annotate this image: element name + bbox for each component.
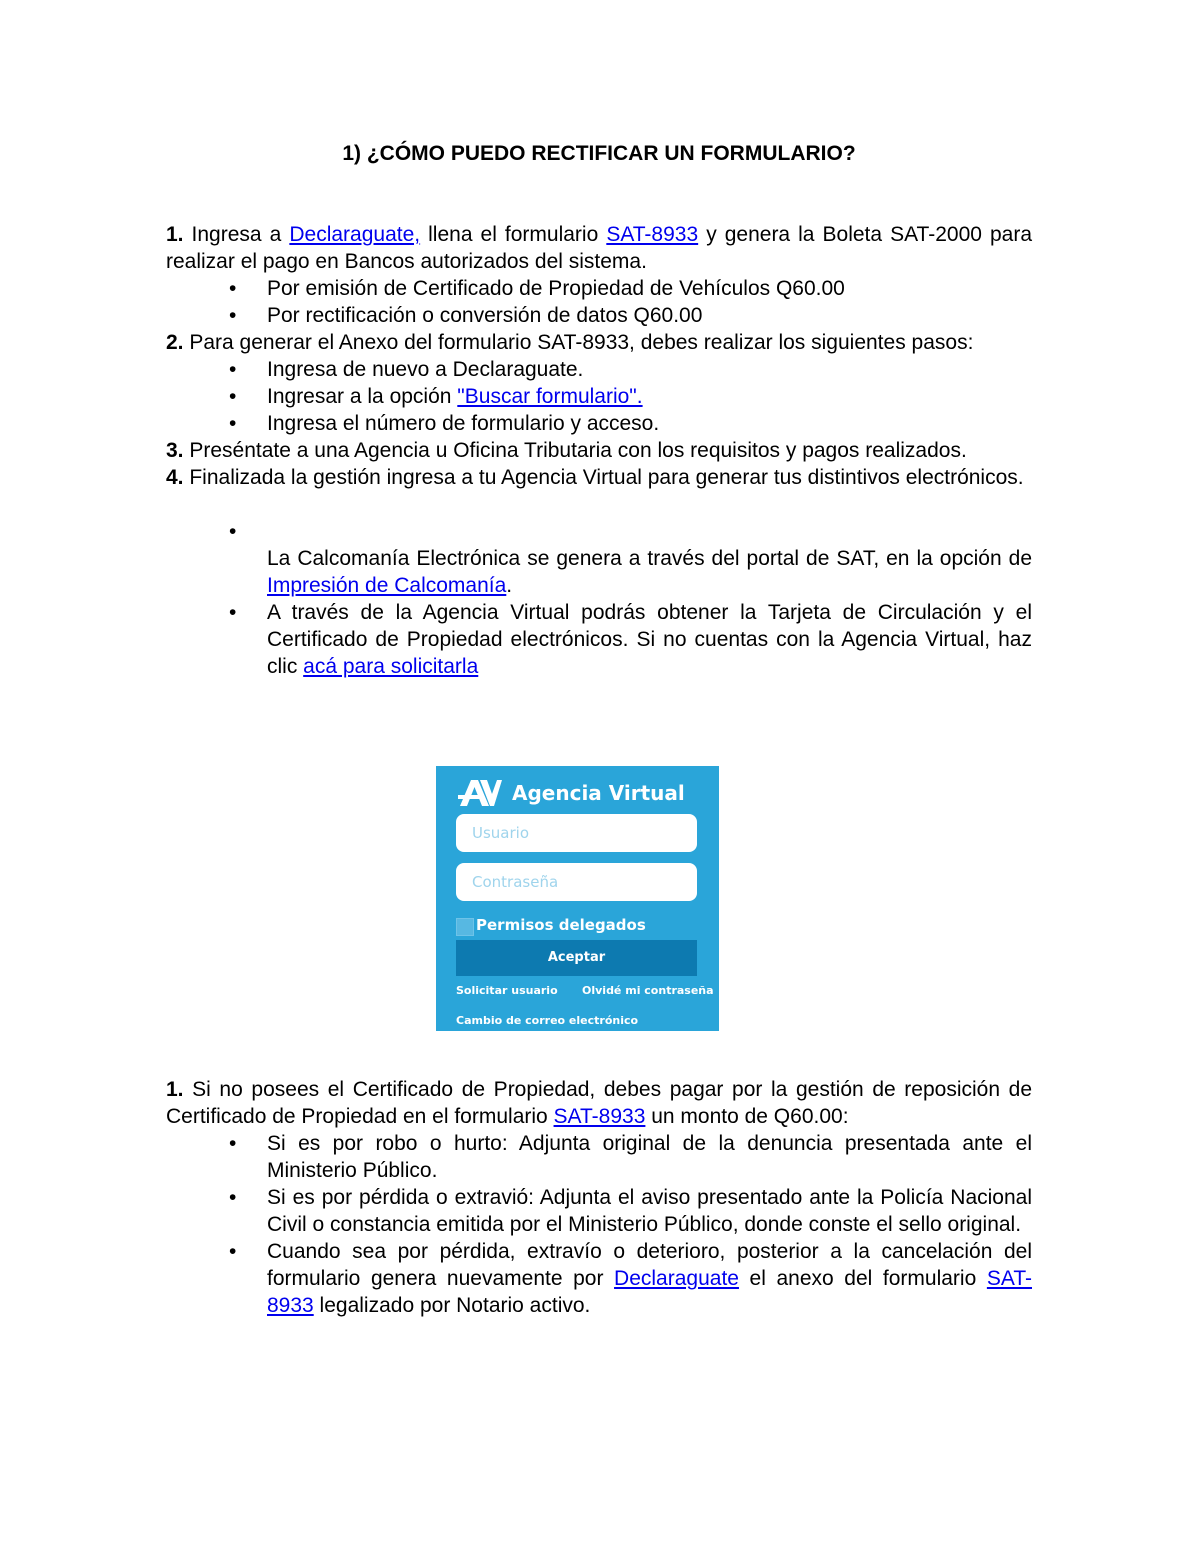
- page-title: 1) ¿CÓMO PUEDO RECTIFICAR UN FORMULARIO?: [342, 142, 856, 165]
- bullet-text: Cuando sea por pérdida, extravío o deterioro, posterior a la cancelación del formulario genera nuevamente por: [267, 1240, 1032, 1290]
- list-item: [166, 1184, 1032, 1238]
- cambio-correo-link[interactable]: Cambio de correo electrónico: [456, 1014, 639, 1027]
- step-2-number: 2.: [166, 331, 184, 354]
- list-item: [166, 275, 1032, 302]
- document-body: [166, 140, 1032, 680]
- bullet-text: Por emisión de Certificado de Propiedad de Vehículos Q60.00: [267, 277, 845, 300]
- agencia-virtual-login-image: [436, 766, 719, 1031]
- bullet-icon: •: [229, 1186, 237, 1209]
- bullet-icon: •: [229, 277, 237, 300]
- bullet-text: A través de la Agencia Virtual podrás obtener la Tarjeta de Circulación y el Certificado de Propiedad electrónicos. Si no cuentas con la Agencia Virtual, haz clic: [267, 601, 1032, 678]
- step-1-text-a: Ingresa a: [183, 223, 290, 246]
- section-2-step-1: [166, 1076, 1032, 1130]
- list-item: [166, 1130, 1032, 1184]
- list-item: [166, 599, 1032, 680]
- impresion-calcomania-link[interactable]: Impresión de Calcomanía: [267, 574, 507, 597]
- permisos-delegados-label: Permisos delegados: [476, 916, 646, 934]
- solicitar-usuario-link[interactable]: Solicitar usuario: [456, 984, 558, 997]
- step-4-number: 4.: [166, 466, 184, 489]
- section-2-bullets: [166, 1130, 1032, 1319]
- sat-8933-link[interactable]: SAT-8933: [553, 1105, 646, 1128]
- step-1-number: 1.: [166, 223, 184, 246]
- section-2-number: 1.: [166, 1078, 184, 1101]
- section-2: [166, 1076, 1032, 1319]
- bullet-icon: •: [229, 1132, 237, 1155]
- step-1-text-b: llena el formulario: [420, 223, 607, 246]
- step-4: [166, 464, 1032, 491]
- list-item: [166, 302, 1032, 329]
- sat-8933-link[interactable]: SAT-8933: [606, 223, 699, 246]
- step-3: [166, 437, 1032, 464]
- step-1-bullets: [166, 275, 1032, 329]
- list-item: [166, 383, 1032, 410]
- bullet-text: Si es por robo o hurto: Adjunta original de la denuncia presentada ante el Ministerio Público.: [267, 1132, 1032, 1182]
- list-item: [166, 1238, 1032, 1319]
- sat-8933-link[interactable]: SAT-8933: [267, 1267, 1032, 1317]
- bullet-text: Por rectificación o conversión de datos Q60.00: [267, 304, 703, 327]
- bullet-icon: •: [229, 304, 237, 327]
- contrasena-input[interactable]: Contraseña: [456, 863, 697, 901]
- bullet-text: La Calcomanía Electrónica se genera a través del portal de SAT, en la opción de: [267, 547, 1032, 570]
- permisos-delegados-checkbox[interactable]: [456, 918, 474, 936]
- bullet-icon: •: [229, 358, 237, 381]
- bullet-icon: •: [229, 1240, 237, 1263]
- agencia-virtual-logo-icon: [458, 778, 502, 808]
- step-1: [166, 221, 1032, 275]
- step-2: [166, 329, 1032, 356]
- step-4-bullets: [166, 518, 1032, 680]
- bullet-icon: •: [229, 520, 237, 543]
- step-2-bullets: [166, 356, 1032, 437]
- bullet-icon: •: [229, 412, 237, 435]
- solicitar-agencia-link[interactable]: acá para solicitarla: [303, 655, 479, 678]
- step-3-text: Preséntate a una Agencia u Oficina Tributaria con los requisitos y pagos realizados.: [183, 439, 967, 462]
- bullet-text-end: .: [506, 574, 513, 597]
- aceptar-button[interactable]: Aceptar: [456, 940, 697, 976]
- step-3-number: 3.: [166, 439, 184, 462]
- bullet-icon: •: [229, 385, 237, 408]
- section-2-text-a: Si no posees el Certificado de Propiedad, debes pagar por la gestión de reposición de Certificado de Propiedad en el formulario: [166, 1078, 1032, 1128]
- bullet-text-mid: el anexo del formulario: [738, 1267, 987, 1290]
- step-1-text-c: y genera la Boleta SAT-2000 para realizar el pago en Bancos autorizados del sistema.: [166, 223, 1032, 273]
- section-2-text-b: un monto de Q60.00:: [645, 1105, 849, 1128]
- list-item: [166, 518, 1032, 599]
- agencia-virtual-title: Agencia Virtual: [512, 781, 685, 805]
- list-item: [166, 356, 1032, 383]
- usuario-input[interactable]: Usuario: [456, 814, 697, 852]
- bullet-text: Si es por pérdida o extravió: Adjunta el aviso presentado ante la Policía Nacional Civil o constancia emitida por el Ministerio Público, donde conste el sello original.: [267, 1186, 1032, 1236]
- bullet-text-end: legalizado por Notario activo.: [313, 1294, 591, 1317]
- bullet-text: Ingresa el número de formulario y acceso.: [267, 412, 660, 435]
- bullet-text: Ingresa de nuevo a Declaraguate.: [267, 358, 584, 381]
- list-item: [166, 410, 1032, 437]
- step-2-text: Para generar el Anexo del formulario SAT-8933, debes realizar los siguientes pasos:: [183, 331, 974, 354]
- bullet-text: Ingresar a la opción: [267, 385, 458, 408]
- declaraguate-link[interactable]: Declaraguate,: [289, 223, 421, 246]
- olvide-contrasena-link[interactable]: Olvidé mi contraseña: [582, 984, 714, 997]
- declaraguate-link[interactable]: Declaraguate: [614, 1267, 739, 1290]
- buscar-formulario-link[interactable]: "Buscar formulario".: [457, 385, 643, 408]
- step-4-text: Finalizada la gestión ingresa a tu Agencia Virtual para generar tus distintivos electrónicos.: [183, 466, 1024, 489]
- bullet-icon: •: [229, 601, 237, 624]
